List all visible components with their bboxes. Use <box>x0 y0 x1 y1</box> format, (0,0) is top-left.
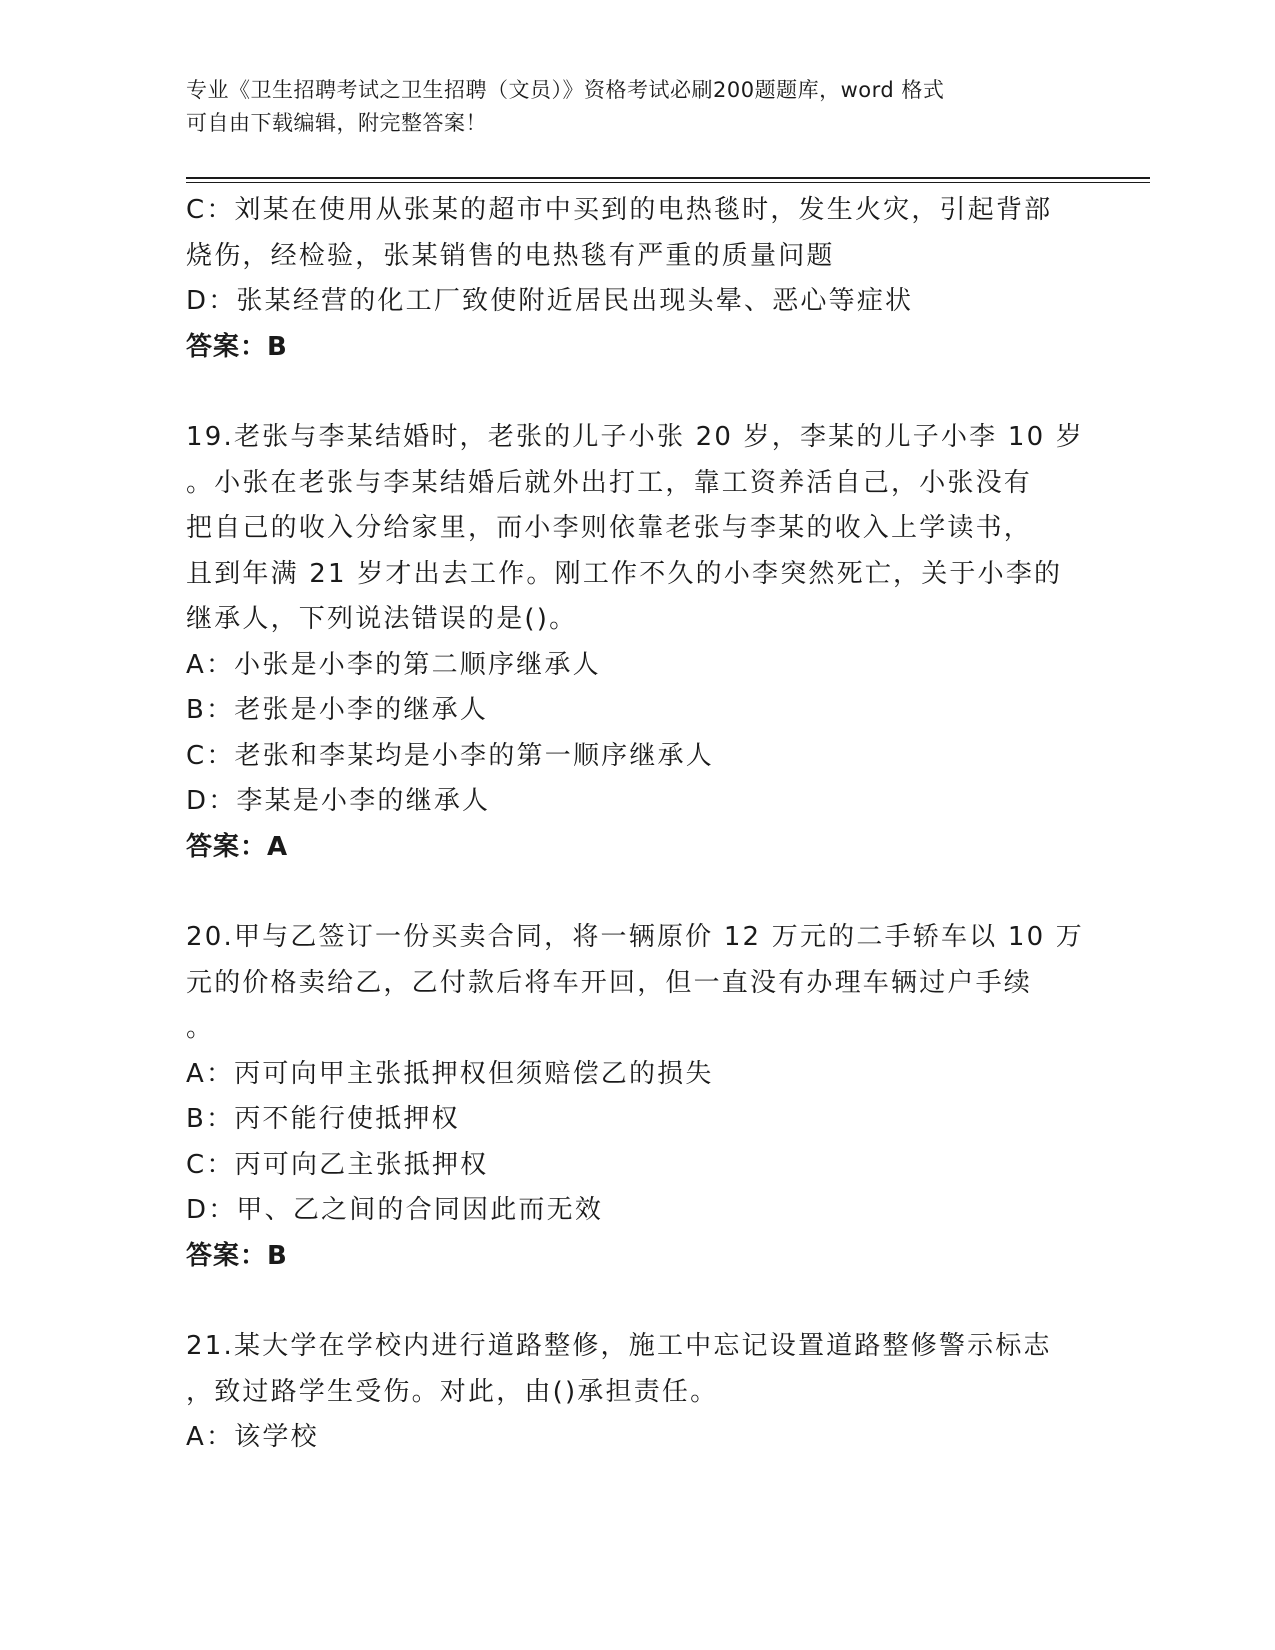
spacer <box>186 870 1066 915</box>
option-d: D：甲、乙之间的合同因此而无效 <box>186 1195 604 1225</box>
question-content <box>186 188 1084 1461</box>
question-18-tail <box>186 188 1066 370</box>
question-stem-line: 。小张在老张与李某结婚后就外出打工，靠工资养活自己，小张没有 <box>186 467 1033 498</box>
question-20 <box>186 915 1084 1279</box>
question-stem-line: 21.某大学在学校内进行道路整修，施工中忘记设置道路整修警示标志 <box>186 1331 1052 1361</box>
header-divider <box>186 177 1150 183</box>
question-stem-line: 元的价格卖给乙，乙付款后将车开回，但一直没有办理车辆过户手续 <box>186 967 1033 998</box>
question-stem-line: 把自己的收入分给家里，而小李则依靠老张与李某的收入上学读书， <box>186 513 1033 543</box>
option-a: A：丙可向甲主张抵押权但须赔偿乙的损失 <box>186 1058 714 1089</box>
question-stem-line: ，致过路学生受伤。对此，由()承担责任。 <box>186 1376 719 1407</box>
question-stem-line: 。 <box>186 1013 215 1043</box>
option-c-line-2: 烧伤，经检验，张某销售的电热毯有严重的质量问题 <box>186 240 835 271</box>
answer: 答案：A <box>186 831 289 862</box>
question-stem-line: 且到年满 21 岁才出去工作。刚工作不久的小李突然死亡，关于小李的 <box>186 558 1063 589</box>
option-c: C：老张和李某均是小李的第一顺序继承人 <box>186 740 714 771</box>
question-stem-line: 19.老张与李某结婚时，老张的儿子小张 20 岁，李某的儿子小李 10 岁 <box>186 422 1084 452</box>
spacer <box>186 370 1066 415</box>
answer: 答案：B <box>186 331 288 362</box>
option-c-line-1: C：刘某在使用从张某的超市中买到的电热毯时，发生火灾，引起背部 <box>186 195 1053 225</box>
option-c: C：丙可向乙主张抵押权 <box>186 1149 489 1180</box>
question-19 <box>186 415 1084 870</box>
option-a: A：小张是小李的第二顺序继承人 <box>186 649 601 680</box>
answer: 答案：B <box>186 1240 288 1271</box>
header-line-2: 可自由下载编辑，附完整答案！ <box>186 111 487 135</box>
question-stem-line: 继承人，下列说法错误的是()。 <box>186 604 578 634</box>
question-stem-line: 20.甲与乙签订一份买卖合同，将一辆原价 12 万元的二手轿车以 10 万 <box>186 922 1084 952</box>
option-d: D：张某经营的化工厂致使附近居民出现头晕、恶心等症状 <box>186 286 914 316</box>
document-header <box>186 74 1066 140</box>
option-b: B：丙不能行使抵押权 <box>186 1104 460 1134</box>
option-d: D：李某是小李的继承人 <box>186 786 491 816</box>
question-21 <box>186 1324 1066 1461</box>
header-line-1: 专业《卫生招聘考试之卫生招聘（文员）》资格考试必刷200题题库，word 格式 <box>186 78 945 102</box>
option-a: A：该学校 <box>186 1422 319 1452</box>
option-b: B：老张是小李的继承人 <box>186 695 489 725</box>
spacer <box>186 1279 1066 1324</box>
